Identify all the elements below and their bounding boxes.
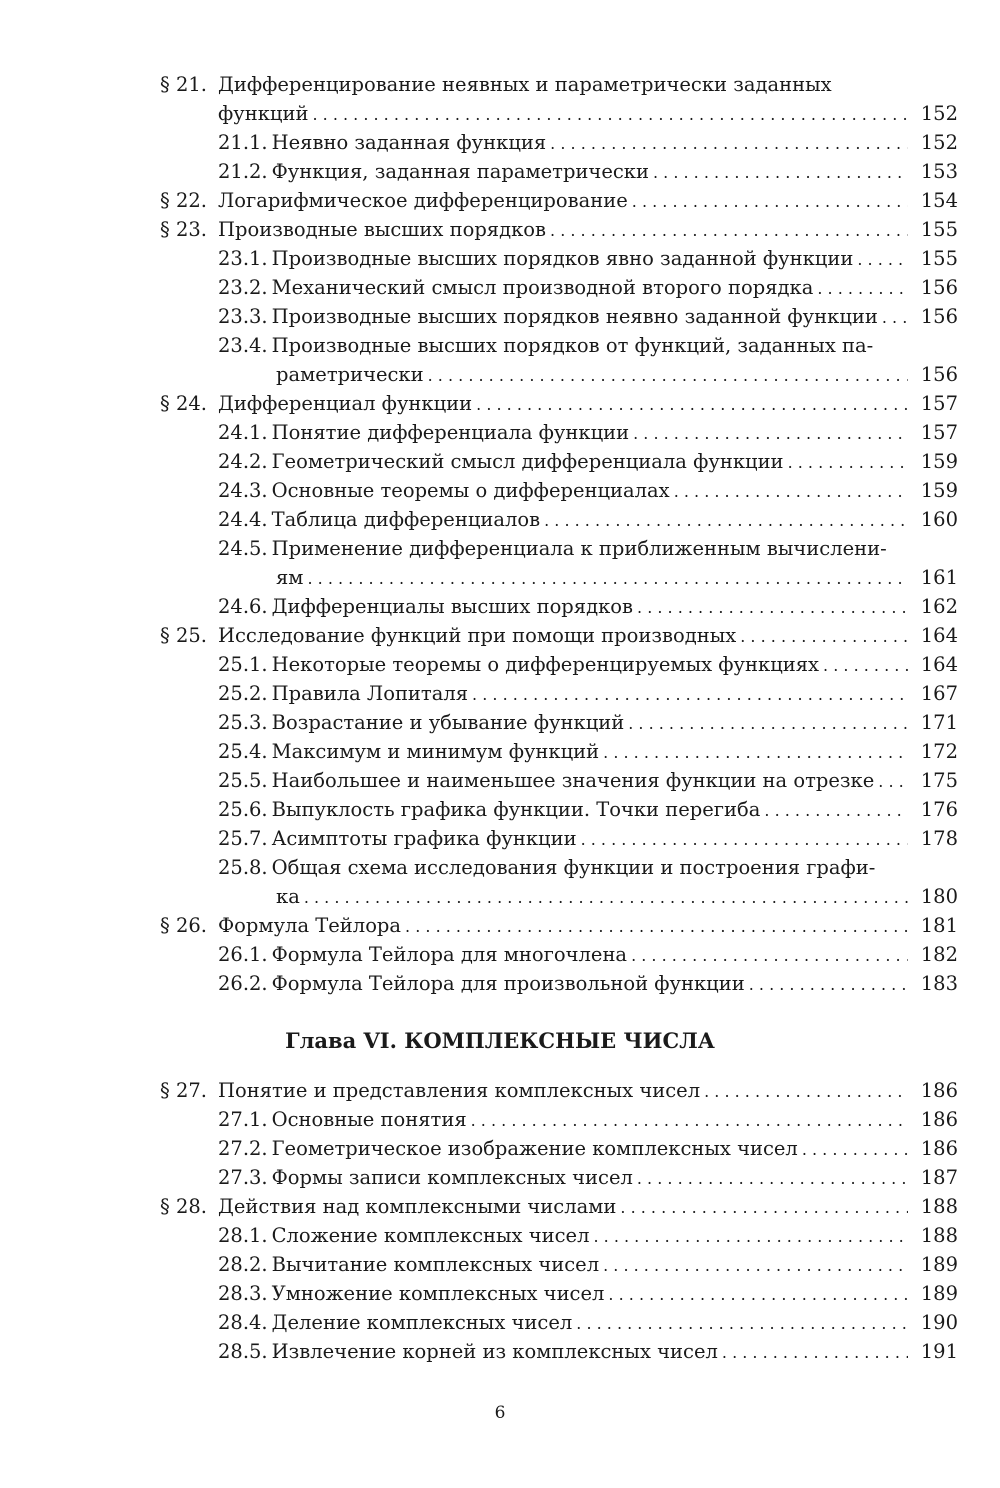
dot-leader — [405, 912, 908, 941]
entry-title: Формы записи комплексных чисел — [271, 1166, 633, 1189]
entry-title: Максимум и минимум функций — [271, 740, 600, 763]
toc-subsection-entry[interactable] — [160, 969, 958, 998]
dot-leader — [722, 1338, 908, 1367]
toc-subsection-entry[interactable] — [160, 1308, 958, 1337]
entry-page: 167 — [920, 682, 958, 705]
entry-number: § 22. — [160, 189, 207, 212]
entry-title: Функция, заданная параметрически — [271, 160, 649, 183]
entry-title: Наибольшее и наименьшее значения функции на отрезке — [271, 769, 875, 792]
entry-number: 25.3. — [218, 711, 268, 734]
entry-page: 186 — [920, 1108, 958, 1131]
dot-leader — [633, 419, 908, 448]
entry-page: 164 — [920, 653, 958, 676]
dot-leader — [704, 1077, 908, 1106]
dot-leader — [620, 1193, 908, 1222]
entry-title-continuation: ка — [276, 885, 300, 908]
entry-title: Формула Тейлора для произвольной функции — [271, 972, 745, 995]
entry-number: 28.4. — [218, 1311, 268, 1334]
toc-subsection-entry[interactable] — [160, 331, 958, 360]
toc-subsection-entry[interactable] — [160, 418, 958, 447]
entry-number: 27.1. — [218, 1108, 268, 1131]
entry-page: 156 — [920, 276, 958, 299]
toc-subsection-entry[interactable] — [160, 708, 958, 737]
entry-title: Геометрический смысл дифференциала функции — [271, 450, 784, 473]
entry-title: Вычитание комплексных чисел — [271, 1253, 600, 1276]
dot-leader — [632, 187, 908, 216]
toc-subsection-entry[interactable] — [160, 1221, 958, 1250]
entry-title: Дифференцирование неявных и параметрически заданных — [218, 73, 832, 96]
toc-entry-continuation[interactable] — [160, 882, 958, 911]
toc-subsection-entry[interactable] — [160, 1134, 958, 1163]
toc-subsection-entry[interactable] — [160, 1163, 958, 1192]
toc-subsection-entry[interactable] — [160, 244, 958, 273]
entry-page: 164 — [920, 624, 958, 647]
entry-title-continuation: раметрически — [276, 363, 424, 386]
page-number: 6 — [494, 1403, 506, 1423]
toc-subsection-entry[interactable] — [160, 1105, 958, 1134]
toc-subsection-entry[interactable] — [160, 679, 958, 708]
dot-leader — [307, 564, 908, 593]
toc-subsection-entry[interactable] — [160, 795, 958, 824]
entry-page: 180 — [920, 885, 958, 908]
entry-page: 155 — [920, 247, 958, 270]
entry-title: Понятие дифференциала функции — [271, 421, 630, 444]
entry-number: 28.1. — [218, 1224, 268, 1247]
entry-number: 24.5. — [218, 537, 268, 560]
entry-title: Производные высших порядков неявно заданной функции — [271, 305, 878, 328]
toc-section-entry[interactable] — [160, 911, 958, 940]
dot-leader — [788, 448, 908, 477]
entry-title: Извлечение корней из комплексных чисел — [271, 1340, 718, 1363]
entry-title: Правила Лопиталя — [271, 682, 469, 705]
entry-page: 189 — [920, 1253, 958, 1276]
entry-page: 176 — [920, 798, 958, 821]
entry-title: Производные высших порядков явно заданной функции — [271, 247, 854, 270]
entry-page: 175 — [920, 769, 958, 792]
entry-page: 160 — [920, 508, 958, 531]
entry-number: 24.6. — [218, 595, 268, 618]
toc-subsection-entry[interactable] — [160, 1337, 958, 1366]
toc-subsection-entry[interactable] — [160, 853, 958, 882]
entry-number: 26.2. — [218, 972, 268, 995]
dot-leader — [304, 883, 908, 912]
entry-title: Формула Тейлора — [218, 914, 402, 937]
entry-number: 26.1. — [218, 943, 268, 966]
entry-page: 153 — [920, 160, 958, 183]
entry-title-continuation: ям — [276, 566, 304, 589]
entry-title: Основные понятия — [271, 1108, 467, 1131]
dot-leader — [802, 1135, 908, 1164]
entry-title: Действия над комплексными числами — [218, 1195, 617, 1218]
toc-section-entry[interactable] — [160, 621, 958, 650]
entry-number: 24.1. — [218, 421, 268, 444]
entry-title-continuation: функций — [218, 102, 309, 125]
toc-subsection-entry[interactable] — [160, 476, 958, 505]
toc-subsection-entry[interactable] — [160, 505, 958, 534]
entry-number: 23.3. — [218, 305, 268, 328]
entry-number: 24.2. — [218, 450, 268, 473]
toc-subsection-entry[interactable] — [160, 940, 958, 969]
entry-page: 186 — [920, 1079, 958, 1102]
entry-page: 157 — [920, 392, 958, 415]
entry-page: 187 — [920, 1166, 958, 1189]
entry-number: 28.5. — [218, 1340, 268, 1363]
entry-title: Возрастание и убывание функций — [271, 711, 625, 734]
toc-subsection-entry[interactable] — [160, 534, 958, 563]
entry-number: 27.3. — [218, 1166, 268, 1189]
entry-page: 156 — [920, 363, 958, 386]
entry-number: § 28. — [160, 1195, 207, 1218]
dot-leader — [603, 1251, 908, 1280]
entry-page: 161 — [920, 566, 958, 589]
dot-leader — [637, 1164, 908, 1193]
toc-subsection-entry[interactable] — [160, 650, 958, 679]
entry-number: 27.2. — [218, 1137, 268, 1160]
entry-page: 157 — [920, 421, 958, 444]
entry-number: 23.4. — [218, 334, 268, 357]
toc-section-entry[interactable] — [160, 1192, 958, 1221]
entry-page: 189 — [920, 1282, 958, 1305]
entry-page: 188 — [920, 1195, 958, 1218]
dot-leader — [312, 100, 908, 129]
entry-number: 21.2. — [218, 160, 268, 183]
entry-page: 178 — [920, 827, 958, 850]
dot-leader — [878, 767, 908, 796]
entry-title: Неявно заданная функция — [271, 131, 547, 154]
toc-subsection-entry[interactable] — [160, 592, 958, 621]
entry-number: 24.4. — [218, 508, 268, 531]
toc-entry-continuation[interactable] — [160, 563, 958, 592]
entry-title: Производные высших порядков — [218, 218, 547, 241]
dot-leader — [653, 158, 908, 187]
toc-subsection-entry[interactable] — [160, 447, 958, 476]
entry-number: § 25. — [160, 624, 207, 647]
entry-page: 181 — [920, 914, 958, 937]
entry-title: Формула Тейлора для многочлена — [271, 943, 628, 966]
dot-leader — [472, 680, 908, 709]
entry-page: 190 — [920, 1311, 958, 1334]
dot-leader — [857, 245, 908, 274]
entry-title: Основные теоремы о дифференциалах — [271, 479, 670, 502]
dot-leader — [581, 825, 908, 854]
dot-leader — [628, 709, 908, 738]
toc-subsection-entry[interactable] — [160, 273, 958, 302]
entry-title: Механический смысл производной второго порядка — [271, 276, 814, 299]
entry-page: 156 — [920, 305, 958, 328]
dot-leader — [593, 1222, 908, 1251]
entry-number: § 26. — [160, 914, 207, 937]
dot-leader — [608, 1280, 908, 1309]
dot-leader — [550, 129, 908, 158]
entry-number: 21.1. — [218, 131, 268, 154]
toc-section-entry[interactable] — [160, 186, 958, 215]
chapter-heading: Глава VI. КОМПЛЕКСНЫЕ ЧИСЛА — [285, 1028, 715, 1053]
entry-page: 171 — [920, 711, 958, 734]
entry-page: 159 — [920, 450, 958, 473]
dot-leader — [764, 796, 908, 825]
dot-leader — [476, 390, 908, 419]
toc-entry-continuation[interactable] — [160, 360, 958, 389]
toc-section-entry[interactable] — [160, 1076, 958, 1105]
entry-number: 23.2. — [218, 276, 268, 299]
toc-entry-continuation[interactable] — [160, 99, 958, 128]
dot-leader — [631, 941, 908, 970]
entry-title: Логарифмическое дифференцирование — [218, 189, 628, 212]
toc-section-entry[interactable] — [160, 70, 958, 99]
entry-page: 152 — [920, 131, 958, 154]
entry-number: 25.1. — [218, 653, 268, 676]
entry-number: 23.1. — [218, 247, 268, 270]
toc-subsection-entry[interactable] — [160, 737, 958, 766]
entry-title: Умножение комплексных чисел — [271, 1282, 605, 1305]
entry-page: 162 — [920, 595, 958, 618]
entry-number: 28.2. — [218, 1253, 268, 1276]
entry-title: Таблица дифференциалов — [271, 508, 541, 531]
toc-section-entry[interactable] — [160, 389, 958, 418]
toc-subsection-entry[interactable] — [160, 1279, 958, 1308]
dot-leader — [471, 1106, 908, 1135]
entry-page: 183 — [920, 972, 958, 995]
entry-number: 25.5. — [218, 769, 268, 792]
toc-subsection-entry[interactable] — [160, 824, 958, 853]
entry-page: 191 — [920, 1340, 958, 1363]
dot-leader — [428, 361, 908, 390]
toc-subsection-entry[interactable] — [160, 157, 958, 186]
dot-leader — [817, 274, 908, 303]
table-of-contents-part-2 — [160, 1076, 958, 1366]
entry-title: Сложение комплексных чисел — [271, 1224, 590, 1247]
entry-number: § 27. — [160, 1079, 207, 1102]
entry-number: 25.2. — [218, 682, 268, 705]
entry-page: 155 — [920, 218, 958, 241]
dot-leader — [550, 216, 908, 245]
table-of-contents-part-1 — [160, 70, 958, 998]
entry-title: Общая схема исследования функции и построения графи- — [271, 856, 876, 879]
entry-number: § 21. — [160, 73, 207, 96]
entry-title: Применение дифференциала к приближенным вычислени- — [271, 537, 887, 560]
entry-number: § 24. — [160, 392, 207, 415]
entry-number: 25.6. — [218, 798, 268, 821]
dot-leader — [603, 738, 908, 767]
entry-title: Некоторые теоремы о дифференцируемых функциях — [271, 653, 820, 676]
toc-subsection-entry[interactable] — [160, 1250, 958, 1279]
dot-leader — [637, 593, 908, 622]
entry-title: Дифференциал функции — [218, 392, 473, 415]
entry-title: Асимптоты графика функции — [271, 827, 577, 850]
toc-section-entry[interactable] — [160, 215, 958, 244]
entry-title: Геометрическое изображение комплексных чисел — [271, 1137, 798, 1160]
entry-number: 25.4. — [218, 740, 268, 763]
entry-title: Понятие и представления комплексных чисел — [218, 1079, 701, 1102]
entry-title: Выпуклость графика функции. Точки перегиба — [271, 798, 761, 821]
dot-leader — [740, 622, 908, 651]
toc-subsection-entry[interactable] — [160, 302, 958, 331]
entry-title: Дифференциалы высших порядков — [271, 595, 634, 618]
entry-number: 25.8. — [218, 856, 268, 879]
dot-leader — [544, 506, 908, 535]
dot-leader — [749, 970, 908, 999]
entry-page: 154 — [920, 189, 958, 212]
entry-page: 152 — [920, 102, 958, 125]
entry-number: § 23. — [160, 218, 207, 241]
entry-number: 28.3. — [218, 1282, 268, 1305]
dot-leader — [674, 477, 908, 506]
entry-number: 24.3. — [218, 479, 268, 502]
entry-title: Деление комплексных чисел — [271, 1311, 573, 1334]
dot-leader — [823, 651, 908, 680]
toc-subsection-entry[interactable] — [160, 128, 958, 157]
dot-leader — [882, 303, 908, 332]
entry-page: 188 — [920, 1224, 958, 1247]
toc-subsection-entry[interactable] — [160, 766, 958, 795]
entry-title: Исследование функций при помощи производных — [218, 624, 737, 647]
entry-page: 159 — [920, 479, 958, 502]
entry-number: 25.7. — [218, 827, 268, 850]
entry-title: Производные высших порядков от функций, заданных па- — [271, 334, 874, 357]
dot-leader — [576, 1309, 908, 1338]
entry-page: 172 — [920, 740, 958, 763]
entry-page: 182 — [920, 943, 958, 966]
entry-page: 186 — [920, 1137, 958, 1160]
